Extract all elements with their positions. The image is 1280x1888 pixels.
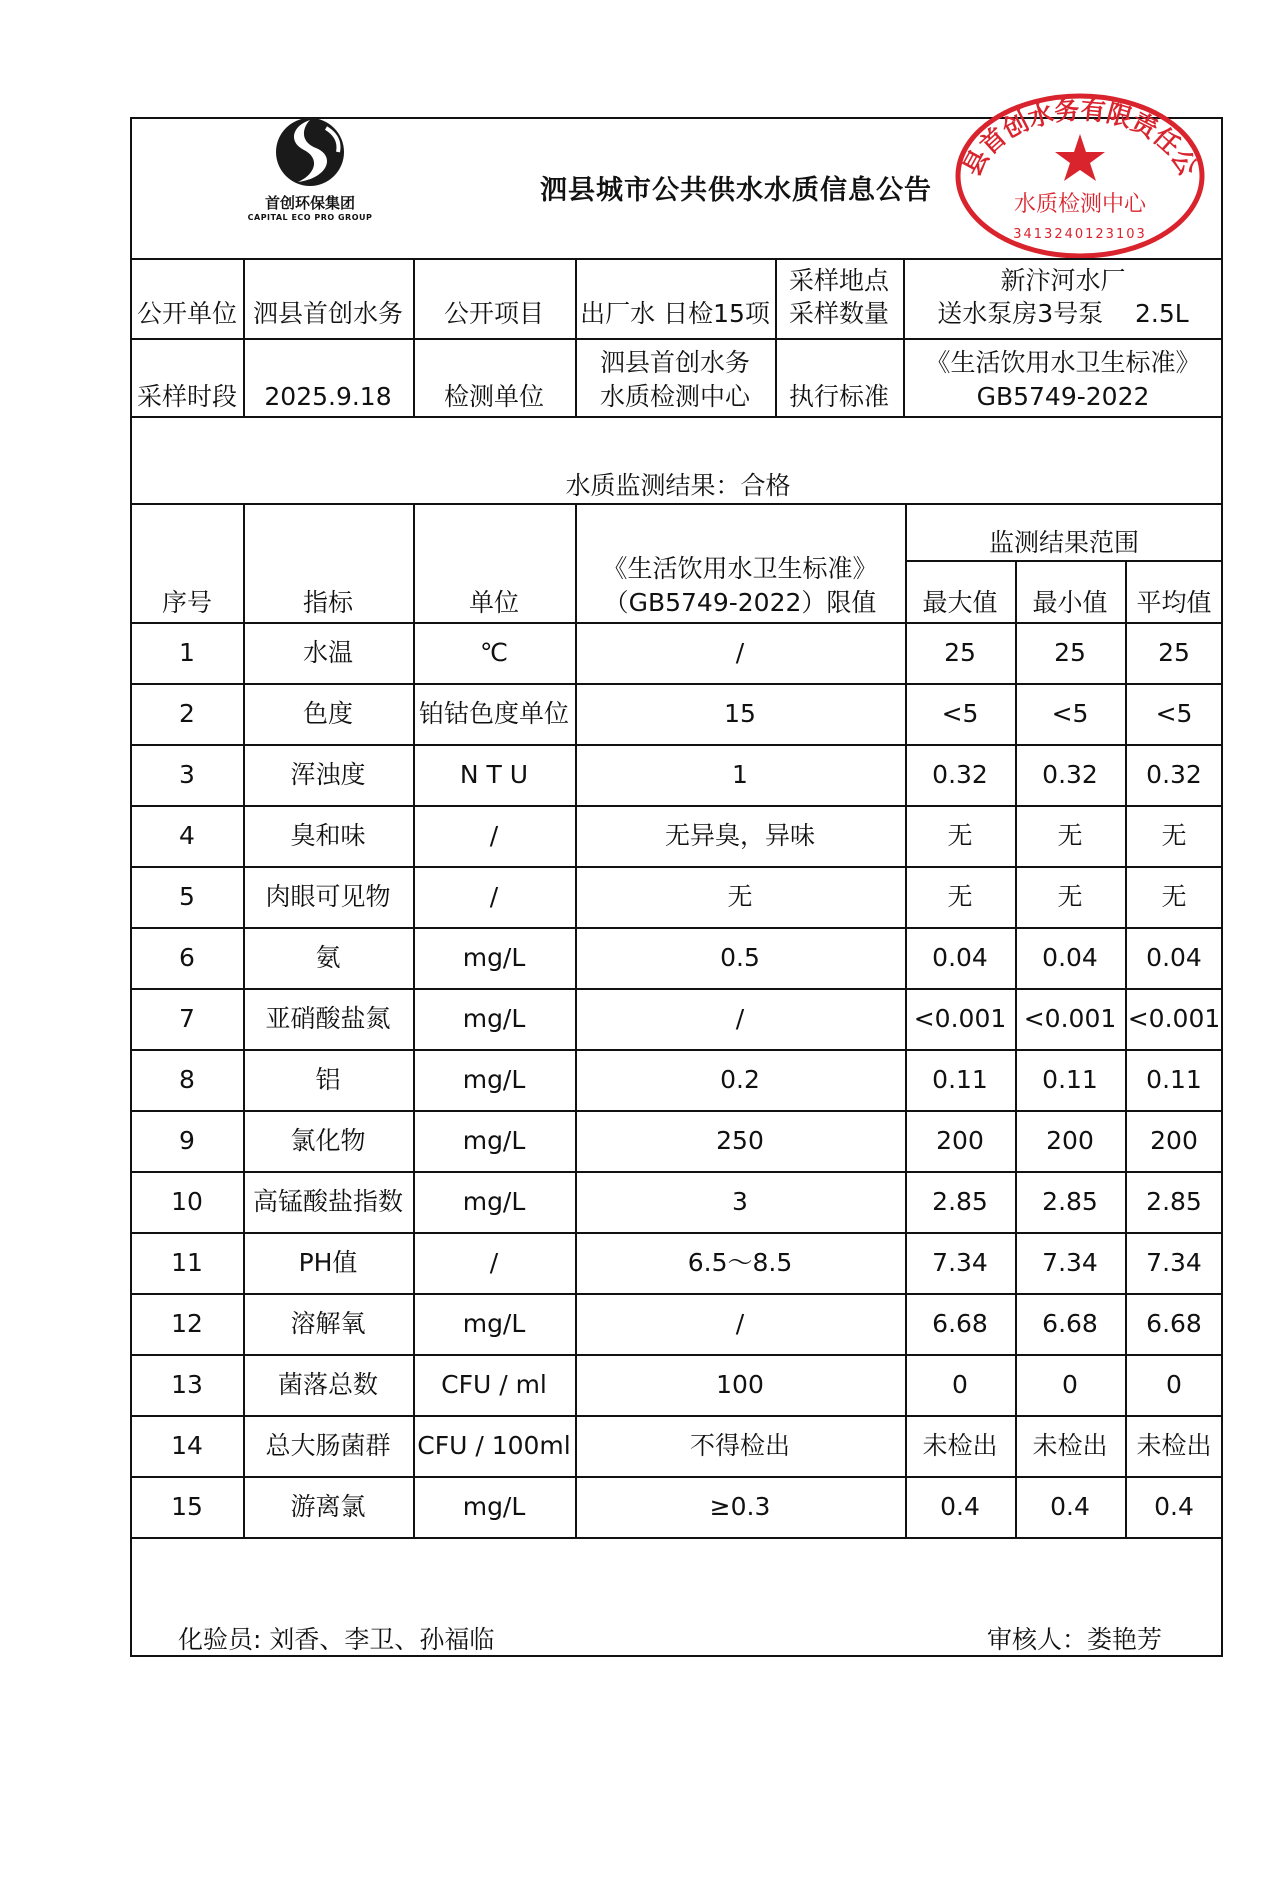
cell-no: 8 [179,1065,195,1094]
cell-no: 12 [171,1309,203,1338]
cell-indicator: 色度 [302,699,354,728]
rule [130,1354,1223,1356]
header-range: 监测结果范围 [988,528,1140,557]
rule [413,258,415,416]
cell-unit: / [489,1248,499,1277]
rule [130,866,1223,868]
cell-avg: 无 [1161,882,1187,911]
cell-avg: 未检出 [1136,1431,1212,1460]
cell-min: 未检出 [1032,1431,1108,1460]
cell-avg: 0.4 [1154,1492,1194,1521]
cell-indicator: 臭和味 [290,821,366,850]
info-label-sample-quantity: 采样数量 [788,299,890,328]
cell-min: 0.32 [1042,760,1098,789]
cell-no: 10 [171,1187,203,1216]
cell-unit: mg/L [462,1492,526,1521]
rule [130,683,1223,685]
info-value-sample-quantity: 送水泵房3号泵 2.5L [937,299,1189,328]
rule [130,622,1223,624]
info-label-sample-location: 采样地点 [788,266,890,295]
cell-unit: ℃ [479,638,509,667]
cell-limit: / [735,1004,745,1033]
result-summary: 水质监测结果：合格 [565,471,791,500]
info-value-lab-line2: 水质检测中心 [599,382,751,411]
cell-max: 无 [947,821,973,850]
cell-indicator: 亚硝酸盐氮 [265,1004,391,1033]
cell-min: 0.4 [1050,1492,1090,1521]
cell-indicator: 水温 [302,638,354,667]
info-label-publisher: 公开单位 [136,299,238,328]
cell-limit: 6.5～8.5 [687,1248,793,1277]
cell-unit: mg/L [462,1126,526,1155]
rule [130,258,1223,260]
cell-unit: 铂钴色度单位 [418,699,570,728]
cell-no: 14 [171,1431,203,1460]
cell-max: 6.68 [932,1309,988,1338]
cell-no: 4 [179,821,195,850]
cell-limit: / [735,1309,745,1338]
info-value-project: 出厂水 日检15项 [580,299,770,328]
cell-max: 0.04 [932,943,988,972]
info-value-lab-line1: 泗县首创水务 [599,348,751,377]
cell-min: <5 [1051,699,1089,728]
cell-limit: 1 [732,760,748,789]
cell-unit: mg/L [462,1309,526,1338]
cell-limit: ≥0.3 [709,1492,771,1521]
rule [130,805,1223,807]
cell-no: 7 [179,1004,195,1033]
cell-min: 0.11 [1042,1065,1098,1094]
official-seal [950,78,1210,258]
company-logo-text [240,192,380,222]
rule [130,988,1223,990]
rule [243,258,245,416]
rule [243,503,245,1537]
rule [130,1415,1223,1417]
cell-indicator: 菌落总数 [277,1370,379,1399]
cell-unit: / [489,821,499,850]
rule [130,338,1223,340]
rule [130,927,1223,929]
rule [130,1476,1223,1478]
rule [130,1110,1223,1112]
cell-min: 2.85 [1042,1187,1098,1216]
header-max: 最大值 [922,588,998,617]
cell-avg: <5 [1155,699,1193,728]
header-avg: 平均值 [1136,588,1212,617]
info-value-standard-line1: 《生活饮用水卫生标准》 [925,348,1201,377]
rule [130,1537,1223,1539]
rule [905,503,907,1537]
cell-min: 无 [1057,821,1083,850]
seal-inner-text: 水质检测中心 [1013,192,1147,217]
cell-no: 11 [171,1248,203,1277]
cell-avg: 无 [1161,821,1187,850]
cell-limit: 250 [716,1126,764,1155]
cell-avg: 2.85 [1146,1187,1202,1216]
cell-unit: CFU / 100ml [417,1431,571,1460]
info-value-sample-location: 新汴河水厂 [1000,266,1126,295]
cell-limit: 不得检出 [689,1431,791,1460]
info-label-standard: 执行标准 [788,382,890,411]
info-label-project: 公开项目 [443,299,545,328]
cell-max: 0.4 [940,1492,980,1521]
cell-avg: 0.32 [1146,760,1202,789]
info-label-sample-date: 采样时段 [136,382,238,411]
company-name: 首创环保集团 [264,194,355,212]
cell-indicator: 高锰酸盐指数 [252,1187,404,1216]
cell-indicator: 氯化物 [290,1126,366,1155]
rule [130,1049,1223,1051]
rule [775,258,777,416]
cell-no: 13 [171,1370,203,1399]
cell-limit: 0.2 [720,1065,760,1094]
inspectors: 化验员: 刘香、李卫、孙福临 [178,1625,495,1654]
cell-limit: 100 [716,1370,764,1399]
cell-indicator: 氨 [315,943,341,972]
cell-no: 9 [179,1126,195,1155]
rule [575,503,577,1537]
header-unit: 单位 [468,588,520,617]
cell-indicator: 游离氯 [290,1492,366,1521]
cell-indicator: 肉眼可见物 [265,882,391,911]
rule [905,560,1223,562]
cell-max: <5 [941,699,979,728]
rule [130,1171,1223,1173]
cell-no: 5 [179,882,195,911]
cell-avg: 7.34 [1146,1248,1202,1277]
cell-unit: mg/L [462,1187,526,1216]
rule [1015,560,1017,1537]
header-no: 序号 [161,588,213,617]
cell-unit: mg/L [462,1065,526,1094]
cell-indicator: PH值 [298,1248,358,1277]
cell-no: 3 [179,760,195,789]
company-subtitle: CAPITAL ECO PRO GROUP [247,213,373,222]
cell-limit: 0.5 [720,943,760,972]
cell-max: 无 [947,882,973,911]
cell-min: 0.04 [1042,943,1098,972]
cell-unit: N T U [459,760,529,789]
cell-avg: 0.04 [1146,943,1202,972]
rule [130,503,1223,505]
cell-indicator: 铝 [315,1065,341,1094]
seal-outer-text: 县首创水务有限责任公 [957,95,1203,181]
cell-min: 200 [1046,1126,1094,1155]
cell-max: <0.001 [913,1004,1007,1033]
seal-code: 3413240123103 [1013,227,1147,242]
cell-no: 1 [179,638,195,667]
cell-indicator: 总大肠菌群 [265,1431,391,1460]
header-indicator: 指标 [302,588,354,617]
cell-max: 0.32 [932,760,988,789]
header-limit-line2: （GB5749-2022）限值 [603,588,877,617]
cell-min: 6.68 [1042,1309,1098,1338]
info-value-standard-line2: GB5749-2022 [976,382,1150,411]
rule [130,744,1223,746]
cell-min: <0.001 [1023,1004,1117,1033]
cell-avg: 0.11 [1146,1065,1202,1094]
rule [413,503,415,1537]
page-title: 泗县城市公共供水水质信息公告 [540,175,932,206]
cell-min: 无 [1057,882,1083,911]
cell-unit: / [489,882,499,911]
rule [130,1232,1223,1234]
cell-no: 15 [171,1492,203,1521]
cell-max: 7.34 [932,1248,988,1277]
cell-avg: 6.68 [1146,1309,1202,1338]
cell-min: 0 [1062,1370,1078,1399]
reviewer: 审核人：娄艳芳 [987,1625,1163,1654]
info-value-sample-date: 2025.9.18 [264,382,392,411]
cell-limit: / [735,638,745,667]
cell-limit: 无 [727,882,753,911]
cell-max: 0 [952,1370,968,1399]
info-value-publisher: 泗县首创水务 [252,299,404,328]
rule [130,416,1223,418]
cell-unit: mg/L [462,943,526,972]
cell-max: 0.11 [932,1065,988,1094]
cell-no: 2 [179,699,195,728]
cell-avg: 25 [1158,638,1190,667]
info-label-lab: 检测单位 [443,382,545,411]
cell-avg: <0.001 [1127,1004,1221,1033]
rule [575,258,577,416]
cell-unit: mg/L [462,1004,526,1033]
cell-limit: 15 [724,699,756,728]
cell-indicator: 溶解氧 [290,1309,366,1338]
cell-max: 25 [944,638,976,667]
cell-unit: CFU / ml [441,1370,547,1399]
cell-max: 未检出 [922,1431,998,1460]
rule [130,1293,1223,1295]
header-limit-line1: 《生活饮用水卫生标准》 [602,554,878,583]
cell-limit: 3 [732,1187,748,1216]
cell-min: 25 [1054,638,1086,667]
cell-avg: 0 [1166,1370,1182,1399]
cell-limit: 无异臭，异味 [664,821,816,850]
cell-indicator: 浑浊度 [290,760,366,789]
header-min: 最小值 [1032,588,1108,617]
cell-min: 7.34 [1042,1248,1098,1277]
cell-max: 200 [936,1126,984,1155]
rule [903,258,905,416]
cell-no: 6 [179,943,195,972]
seal-star-icon [1055,134,1105,181]
cell-avg: 200 [1150,1126,1198,1155]
cell-max: 2.85 [932,1187,988,1216]
rule [1125,560,1127,1537]
